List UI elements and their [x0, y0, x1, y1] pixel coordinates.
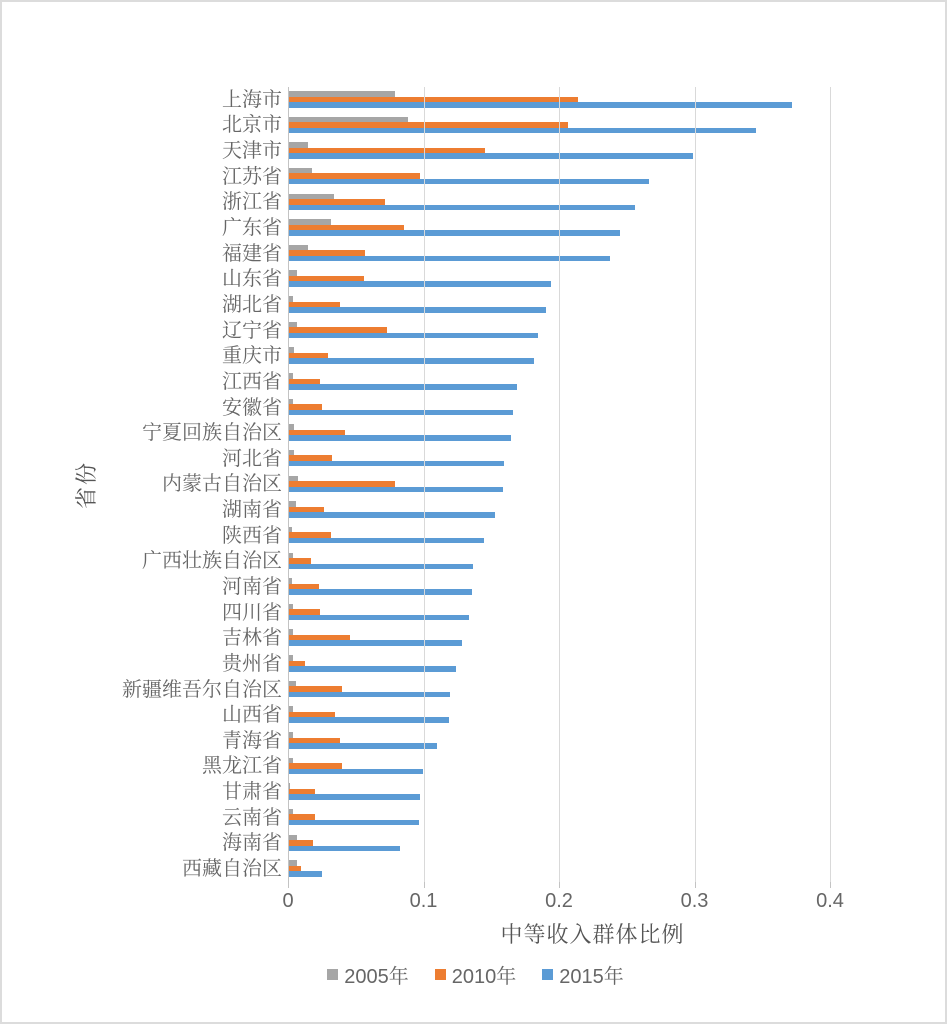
category-label: 湖南省 [222, 499, 282, 522]
bar-group [289, 625, 898, 651]
plot-area [288, 87, 897, 882]
category-label: 湖北省 [222, 293, 282, 316]
category-label: 青海省 [222, 729, 282, 752]
category-label: 山西省 [222, 704, 282, 727]
bar-2015年 [289, 102, 792, 108]
bar-2015年 [289, 717, 449, 723]
bar-group [289, 446, 898, 472]
legend-item [327, 960, 409, 989]
gridline [424, 87, 425, 882]
bar-group [289, 497, 898, 523]
legend-label: 2010年 [451, 966, 517, 988]
gridline [695, 87, 696, 882]
category-label: 四川省 [222, 601, 282, 624]
category-label: 广东省 [222, 217, 282, 240]
bar-group [289, 805, 898, 831]
bar-group [289, 831, 898, 857]
y-axis-title: 省份 [73, 460, 99, 509]
bar-2015年 [289, 564, 473, 570]
bar-group [289, 113, 898, 139]
bar-2015年 [289, 153, 693, 159]
legend-item [542, 960, 624, 989]
category-label: 山东省 [222, 268, 282, 291]
bar-2015年 [289, 333, 538, 339]
legend-label: 2015年 [559, 966, 624, 988]
x-tick-label: 0 [282, 890, 294, 912]
bar-group [289, 549, 898, 575]
axis-tick [288, 882, 289, 888]
bar-2015年 [289, 794, 420, 800]
category-label: 福建省 [222, 242, 282, 265]
category-label: 海南省 [222, 832, 282, 855]
bar-2015年 [289, 820, 419, 826]
bar-group [289, 190, 898, 216]
x-tick-label: 0.1 [409, 890, 438, 912]
category-label: 江苏省 [222, 165, 282, 188]
bar-2015年 [289, 589, 472, 595]
bar-2015年 [289, 538, 484, 544]
category-label: 黑龙江省 [202, 755, 282, 778]
category-label: 广西壮族自治区 [142, 550, 282, 573]
bar-2015年 [289, 692, 450, 698]
bar-group [289, 87, 898, 113]
bar-group [289, 395, 898, 421]
bar-group [289, 856, 898, 882]
bar-2015年 [289, 128, 756, 134]
category-label: 江西省 [222, 370, 282, 393]
category-label: 辽宁省 [222, 319, 282, 342]
bar-group [289, 754, 898, 780]
bar-group [289, 292, 898, 318]
bar-2015年 [289, 461, 504, 467]
category-label: 吉林省 [222, 627, 282, 650]
legend-swatch-icon [542, 969, 553, 980]
category-label: 西藏自治区 [182, 858, 282, 881]
bar-2015年 [289, 358, 534, 364]
category-label: 上海市 [222, 88, 282, 111]
x-tick-label: 0.3 [680, 890, 709, 912]
value-axis-zero-line [288, 87, 289, 882]
bar-group [289, 241, 898, 267]
x-axis-title: 中等收入群体比例 [500, 922, 685, 947]
bar-2015年 [289, 512, 495, 518]
category-label: 河北省 [222, 447, 282, 470]
bar-2015年 [289, 384, 517, 390]
bar-group [289, 651, 898, 677]
bar-2015年 [289, 640, 462, 646]
bar-group [289, 318, 898, 344]
category-label: 贵州省 [222, 652, 282, 675]
bar-2015年 [289, 666, 456, 672]
bar-group [289, 369, 898, 395]
bar-group [289, 523, 898, 549]
bar-2015年 [289, 230, 620, 236]
bar-2015年 [289, 307, 546, 313]
category-label: 天津市 [222, 140, 282, 163]
bar-2015年 [289, 871, 322, 877]
axis-tick [830, 882, 831, 888]
bar-2015年 [289, 487, 503, 493]
bar-group [289, 574, 898, 600]
bar-group [289, 343, 898, 369]
bar-2015年 [289, 435, 511, 441]
category-label: 新疆维吾尔自治区 [122, 678, 282, 701]
legend-item [435, 960, 517, 989]
category-label: 浙江省 [222, 191, 282, 214]
bar-2015年 [289, 743, 437, 749]
bar-group [289, 164, 898, 190]
x-tick-label: 0.2 [545, 890, 573, 912]
category-label: 北京市 [222, 114, 282, 137]
bar-2015年 [289, 410, 513, 416]
bar-2015年 [289, 846, 400, 852]
bar-group [289, 702, 898, 728]
category-label: 陕西省 [222, 524, 282, 547]
category-label: 重庆市 [222, 345, 282, 368]
legend [2, 960, 947, 989]
bar-2015年 [289, 615, 469, 621]
bar-group [289, 677, 898, 703]
bar-group [289, 600, 898, 626]
legend-swatch-icon [435, 969, 446, 980]
bar-2015年 [289, 256, 610, 262]
bar-2015年 [289, 281, 551, 287]
gridline [559, 87, 560, 882]
category-label: 河南省 [222, 575, 282, 598]
x-tick-label: 0.4 [816, 890, 844, 912]
bar-group [289, 472, 898, 498]
category-label: 内蒙古自治区 [162, 473, 282, 496]
bar-group [289, 779, 898, 805]
bar-rows [289, 87, 898, 882]
category-label: 宁夏回族自治区 [142, 422, 282, 445]
category-label: 安徽省 [222, 396, 282, 419]
axis-tick [559, 882, 560, 888]
category-label: 云南省 [222, 806, 282, 829]
category-axis-labels [2, 87, 282, 882]
bar-group [289, 420, 898, 446]
legend-label: 2005年 [344, 966, 409, 988]
bar-group [289, 266, 898, 292]
bar-2015年 [289, 179, 649, 185]
bar-group [289, 138, 898, 164]
legend-swatch-icon [327, 969, 338, 980]
bar-group [289, 215, 898, 241]
axis-tick [424, 882, 425, 888]
bar-group [289, 728, 898, 754]
bar-2015年 [289, 769, 423, 775]
gridline [830, 87, 831, 882]
bar-2015年 [289, 205, 635, 211]
category-label: 甘肃省 [222, 781, 282, 804]
axis-tick [695, 882, 696, 888]
